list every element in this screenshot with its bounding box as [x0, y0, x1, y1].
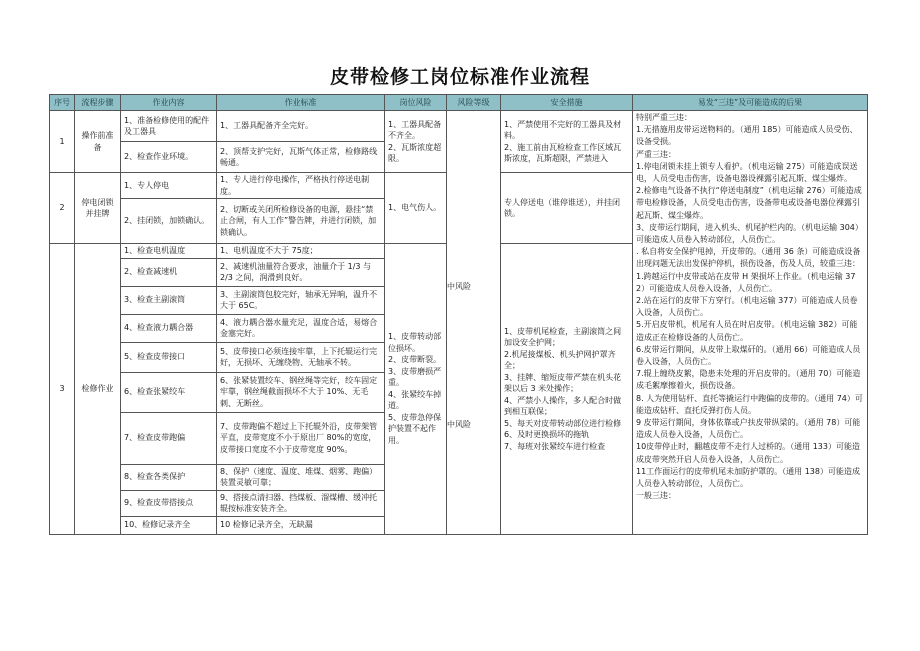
work-standard: 8、保护（速度、温度、堆煤、烟雾、跑偏）装置灵敏可靠； — [217, 464, 385, 490]
work-content: 1、专人停电 — [121, 173, 217, 199]
work-standard: 2、切断或关闭所检修设备的电源，悬挂“禁止合闸，有人工作”警告牌，并进行闭锁，加锁确认。 — [217, 199, 385, 244]
work-content: 5、检查皮带接口 — [121, 342, 217, 372]
work-standard: 1、工器具配备齐全完好。 — [217, 111, 385, 142]
work-content: 8、检查各类保护 — [121, 464, 217, 490]
step-name: 停电闭锁并挂牌 — [75, 173, 121, 244]
work-content: 4、检查液力耦合器 — [121, 314, 217, 342]
step-number: 2 — [50, 173, 75, 244]
work-content: 9、检查皮带搭接点 — [121, 490, 217, 516]
work-content: 1、检查电机温度 — [121, 244, 217, 259]
work-standard: 9、搭接点清扫器、挡煤板、溜煤槽、缓冲托辊按标准安装齐全。 — [217, 490, 385, 516]
post-risk: 1、工器具配备不齐全。 2、瓦斯浓度超限。 — [385, 111, 447, 173]
safety-measures: 1、皮带机尾检查，主副滚筒之间加设安全护网； 2.机尾接煤板、机头护网护罩齐全； 3、挂牌、缩短皮带严禁在机头花架以后 3 米处操作； 4、严禁小人操作，多人配合时做到相互联保； 5、每天对皮带转动部位进行检修 6、及时更换损坏的拖轨 7、每班对张紧绞车进行检查 — [501, 244, 633, 535]
work-content: 1、准备检修使用的配件及工器具 — [121, 111, 217, 142]
post-risk: 1、电气伤人。 — [385, 173, 447, 244]
work-content: 2、检查减速机 — [121, 258, 217, 286]
step-name: 操作前准备 — [75, 111, 121, 173]
work-standard: 2、顶帮支护完好，瓦斯气体正常，检修路线畅通。 — [217, 142, 385, 173]
header-row — [50, 95, 868, 111]
header-cell: 作业标准 — [217, 95, 385, 111]
safety-measures: 专人停送电（谁停谁送），并挂闭锁。 — [501, 173, 633, 244]
work-standard: 1、专人进行停电操作，严格执行停送电制度。 — [217, 173, 385, 199]
work-standard: 2、减速机油量符合要求，油量介于 1/3 与 2/3 之间，润滑到良好。 — [217, 258, 385, 286]
risk-level-column — [447, 111, 501, 535]
header-cell: 安全措施 — [501, 95, 633, 111]
violation-consequences: 特别严重三违： 1.无措施用皮带运送物料的。（通用 185）可能造成人员受伤、设备受损。 严重三违： 1.停电闭锁未挂上锁专人看护。（机电运输 275）可能造成误送电，人员受电击伤害，设备电器设裸露引起瓦斯、煤尘爆炸。 2.检修电气设备不执行“停送电制度”（机电运输 276）可能造成带电检修设备，人员受电击伤害，设备带电或设备电器位裸露引起瓦斯、煤尘爆炸。 3、皮带运行期间，进入机头、机尾护栏内的。（机电运输 304）可能造成人员卷入转动部位，人员伤亡。 . 私自将安全保护甩掉，开皮带的。（通用 36 条）可能造成设备出现问题无法出发保护停机，损伤设备，伤及人员，较重三违： 1.跨越运行中皮带或站在皮带 H 架损坏上作业。（机电运输 372）可能造成人员卷入设备，人员伤亡。 2.站在运行的皮带下方穿行。（机电运输 377）可能造成人员卷入设备，人员伤亡。 5.开启皮带机，机尾有人员在时启皮带。（机电运输 382）可能造成正在检修设备的人员伤亡。 6.皮带运行期间，从皮带上取煤矸的。（通用 66）可能造成人员卷入设备，人员伤亡。 7.辊上缠绕皮絮，隐患未处理的开启皮带的。（通用 70）可能造成毛絮摩擦着火，损伤设备。 8. 人为使用钻杆、直托等撬运行中跑偏的皮带的。（通用 74）可能造成钻杆、直托反弹打伤人员。 9 皮带运行期间，身体依靠或户扶皮带纵梁的。（通用 78）可能造成人员卷入设备，人员伤亡。 10皮带停止时，翻越皮带不走行人过桥的。（通用 133）可能造成皮带突然开启人员卷入设备，人员伤亡。 11工作面运行的皮带机尾未加防护罩的。（通用 138）可能造成人员卷入转动部位，人员伤亡。 一般三违： — [633, 111, 868, 535]
header-cell: 岗位风险 — [385, 95, 447, 111]
document-title: 皮带检修工岗位标准作业流程 — [329, 66, 590, 88]
header-cell: 风险等级 — [447, 95, 501, 111]
work-content: 3、检查主副滚筒 — [121, 286, 217, 314]
work-standard: 3、主副滚筒包胶完好，轴承无异响，温升不大于 65C。 — [217, 286, 385, 314]
work-standard: 1、电机温度不大于 75度； — [217, 244, 385, 259]
step-number: 3 — [50, 244, 75, 535]
risk-level: 中风险 — [447, 282, 471, 291]
header-cell: 作业内容 — [121, 95, 217, 111]
work-content: 7、检查皮带跑偏 — [121, 412, 217, 464]
work-standard: 5、皮带接口必须连接牢靠，上下托辊运行完好，无损坏、无缠绕物、无轴承不转。 — [217, 342, 385, 372]
post-risk: 1、皮带转动部位损坏。 2、皮带断裂。 3、皮带磨损严重。 4、张紧绞车掉道。 5、皮带急停保护装置不起作用。 — [385, 244, 447, 535]
step-number: 1 — [50, 111, 75, 173]
work-standard: 7、皮带跑偏不超过上下托辊外沿，皮带架管平直，皮带宽度不小于原出厂 80%的宽度，皮带接口宽度不小于皮带宽度 90%。 — [217, 412, 385, 464]
work-standard: 6、张紧装置绞车、钢丝绳等完好，绞车固定牢靠，钢丝绳截面损坏不大于 10%、无毛刺、无断丝。 — [217, 372, 385, 412]
work-content: 6、检查张紧绞车 — [121, 372, 217, 412]
work-standard: 4、液力耦合器水量充足，温度合适，易熔合金塞完好。 — [217, 314, 385, 342]
work-content: 2、检查作业环境。 — [121, 142, 217, 173]
safety-measures: 1、严禁使用不完好的工器具及材料。 2、施工前由瓦检检查工作区域瓦斯浓度，瓦斯超限，严禁进入 — [501, 111, 633, 173]
table-row — [50, 111, 868, 142]
step-name: 检修作业 — [75, 244, 121, 535]
work-content: 2、挂闭锁，加锁确认。 — [121, 199, 217, 244]
process-table — [49, 94, 868, 535]
header-cell: 流程步骤 — [75, 95, 121, 111]
work-standard: 10 检修记录齐全，无缺漏 — [217, 516, 385, 534]
work-content: 10、检修记录齐全 — [121, 516, 217, 534]
header-cell: 序号 — [50, 95, 75, 111]
header-cell: 易发“三违”及可能造成的后果 — [633, 95, 868, 111]
risk-level: 中风险 — [447, 420, 471, 429]
